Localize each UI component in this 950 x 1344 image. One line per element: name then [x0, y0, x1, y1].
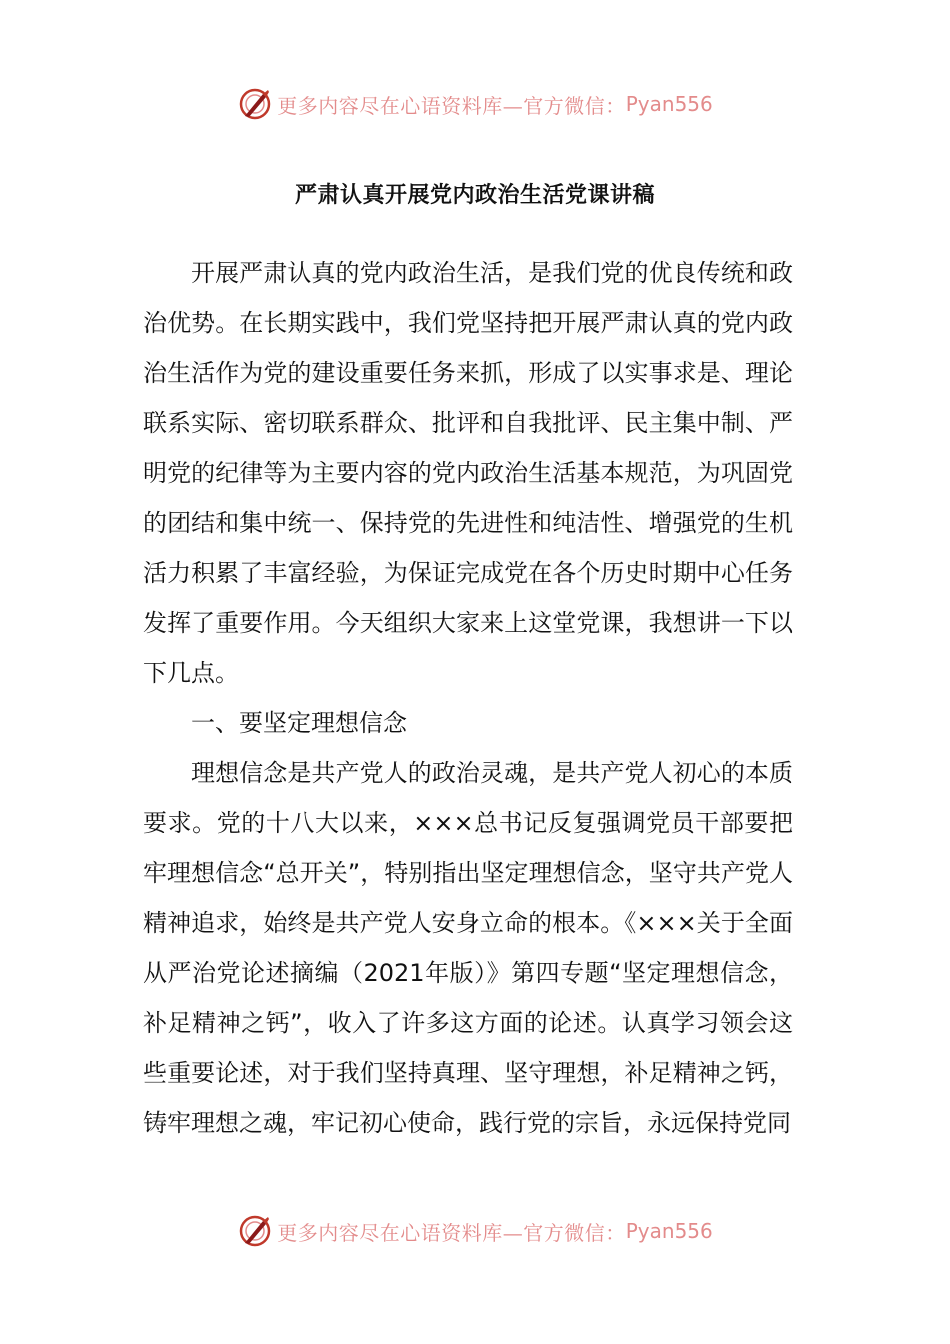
wechat-id: Pyan556 — [625, 1219, 713, 1243]
footer-watermark-banner — [0, 1211, 950, 1251]
paragraph: 理想信念是共产党人的政治灵魂，是共产党人初心的本质要求。党的十八大以来，×××总书记反复强调党员干部要把牢理想信念“总开关”，特别指出坚定理想信念，坚守共产党人精神追求，始终是共产党人安身立命的根本。《×××关于全面从严治党论述摘编（2021年版）》第四专题“坚定理想信念，补足精神之钙”，收入了许多这方面的论述。认真学习领会这些重要论述，对于我们坚持真理、坚守理想，补足精神之钙，铸牢理想之魂，牢记初心使命，践行党的宗旨，永远保持党同 — [143, 759, 793, 1137]
header-watermark-banner — [0, 84, 950, 124]
document-body — [143, 248, 793, 1148]
section-heading: 一、要坚定理想信念 — [191, 709, 407, 737]
quill-pen-logo-icon — [237, 1213, 273, 1249]
watermark-text: 更多内容尽在心语资料库—官方微信： — [277, 1220, 626, 1245]
quill-pen-logo-icon — [237, 86, 273, 122]
paragraph: 开展严肃认真的党内政治生活，是我们党的优良传统和政治优势。在长期实践中，我们党坚持把开展严肃认真的党内政治生活作为党的建设重要任务来抓，形成了以实事求是、理论联系实际、密切联系群众、批评和自我批评、民主集中制、严明党的纪律等为主要内容的党内政治生活基本规范，为巩固党的团结和集中统一、保持党的先进性和纯洁性、增强党的生机活力积累了丰富经验，为保证完成党在各个历史时期中心任务发挥了重要作用。今天组织大家来上这堂党课，我想讲一下以下几点。 — [143, 259, 793, 687]
wechat-id: Pyan556 — [625, 92, 713, 116]
document-title: 严肃认真开展党内政治生活党课讲稿 — [294, 183, 655, 208]
watermark-text: 更多内容尽在心语资料库—官方微信： — [277, 93, 626, 118]
